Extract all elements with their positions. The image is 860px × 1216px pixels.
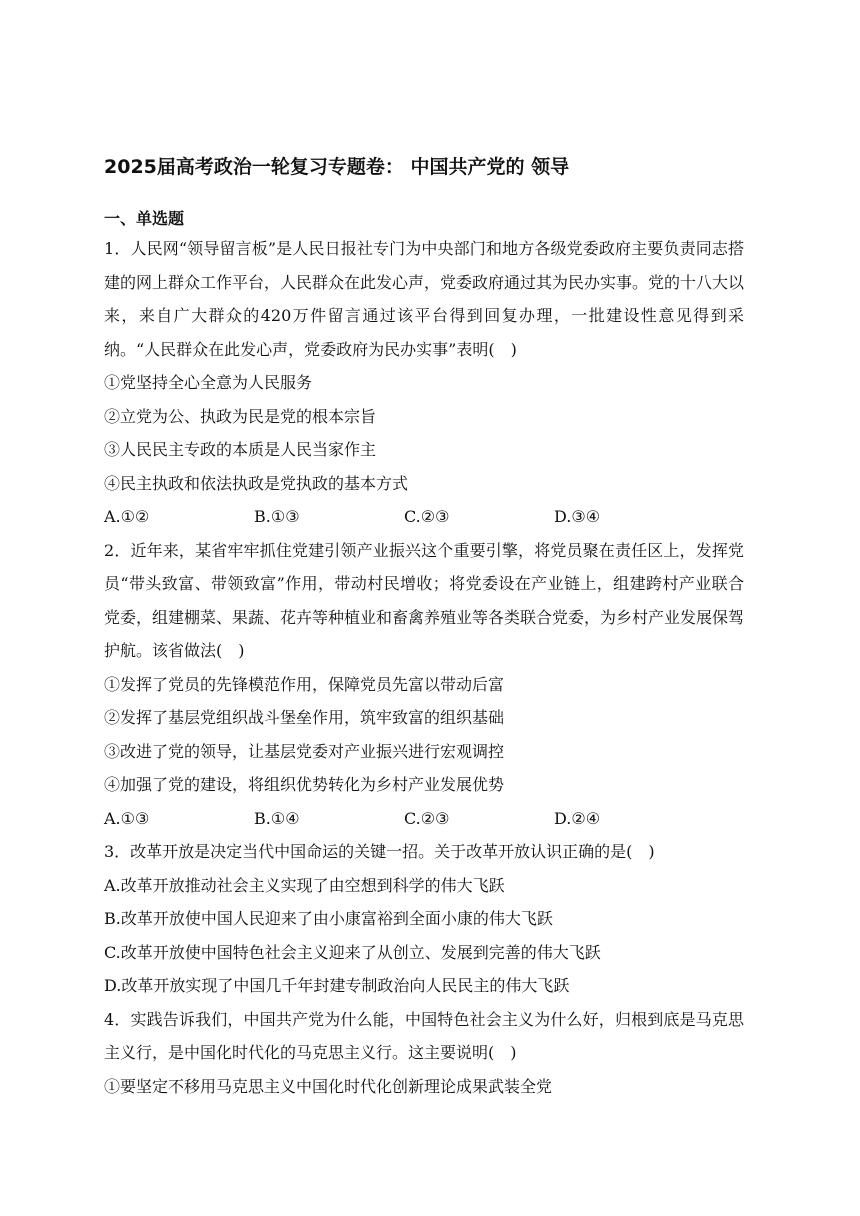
document-page — [104, 152, 744, 1103]
option-item: C.改革开放使中国特色社会主义迎来了从创立、发展到完善的伟大飞跃 — [104, 942, 601, 962]
choice-b: B.①③ — [254, 507, 300, 526]
statement-item: ①党坚持全心全意为人民服务 — [104, 373, 313, 392]
choice-d: D.③④ — [554, 507, 601, 526]
choice-b: B.①④ — [254, 808, 300, 828]
section-heading-single-choice: 一、单选题 — [104, 209, 185, 228]
question-3 — [104, 835, 744, 1003]
question-1 — [104, 232, 744, 534]
document-title: 2025届高考政治一轮复习专题卷： 中国共产党的 领导 — [104, 156, 570, 178]
answer-choices — [104, 500, 744, 534]
choice-a: A.①③ — [104, 808, 150, 828]
question-stem: 4．实践告诉我们，中国共产党为什么能，中国特色社会主义为什么好，归根到底是马克思主义行，是中国化时代化的马克思主义行。这主要说明( ) — [104, 1009, 744, 1062]
statement-item: ④加强了党的建设，将组织优势转化为乡村产业发展优势 — [104, 775, 505, 794]
question-4 — [104, 1003, 744, 1104]
question-stem: 2．近年来，某省牢牢抓住党建引领产业振兴这个重要引擎，将党员聚在责任区上，发挥党员“带头致富、带领致富”作用，带动村民增收；将党委设在产业链上，组建跨村产业联合党委，组建棚菜、果蔬、花卉等种植业和畜禽养殖业等各类联合党委，为乡村产业发展保驾护航。该省做法( ) — [104, 540, 745, 660]
question-stem: 3．改革开放是决定当代中国命运的关键一招。关于改革开放认识正确的是( ) — [104, 842, 655, 861]
choice-c: C.②③ — [404, 808, 450, 828]
statement-item: ③人民民主专政的本质是人民当家作主 — [104, 440, 377, 459]
answer-choices — [104, 802, 744, 836]
choice-d: D.②④ — [554, 808, 601, 828]
choice-a: A.①② — [104, 507, 150, 526]
option-item: A.改革开放推动社会主义实现了由空想到科学的伟大飞跃 — [104, 875, 505, 895]
statement-item: ②发挥了基层党组织战斗堡垒作用，筑牢致富的组织基础 — [104, 708, 505, 727]
statement-item: ①要坚定不移用马克思主义中国化时代化创新理论成果武装全党 — [104, 1076, 553, 1096]
statement-item: ④民主执政和依法执政是党执政的基本方式 — [104, 473, 409, 493]
statement-item: ②立党为公、执政为民是党的根本宗旨 — [104, 406, 377, 426]
choice-c: C.②③ — [404, 507, 450, 526]
option-item: B.改革开放使中国人民迎来了由小康富裕到全面小康的伟大飞跃 — [104, 909, 553, 928]
option-item: D.改革开放实现了中国几千年封建专制政治向人民民主的伟大飞跃 — [104, 976, 570, 995]
statement-item: ①发挥了党员的先锋模范作用，保障党员先富以带动后富 — [104, 674, 505, 694]
question-2 — [104, 534, 744, 836]
question-stem: 1．人民网“领导留言板”是人民日报社专门为中央部门和地方各级党委政府主要负责同志搭建的网上群众工作平台，人民群众在此发心声，党委政府通过其为民办实事。党的十八大以来，来自广大群众的420万件留言通过该平台得到回复办理，一批建设性意见得到采纳。“人民群众在此发心声，党委政府为民办实事”表明( ) — [104, 239, 745, 359]
statement-item: ③改进了党的领导，让基层党委对产业振兴进行宏观调控 — [104, 741, 505, 761]
